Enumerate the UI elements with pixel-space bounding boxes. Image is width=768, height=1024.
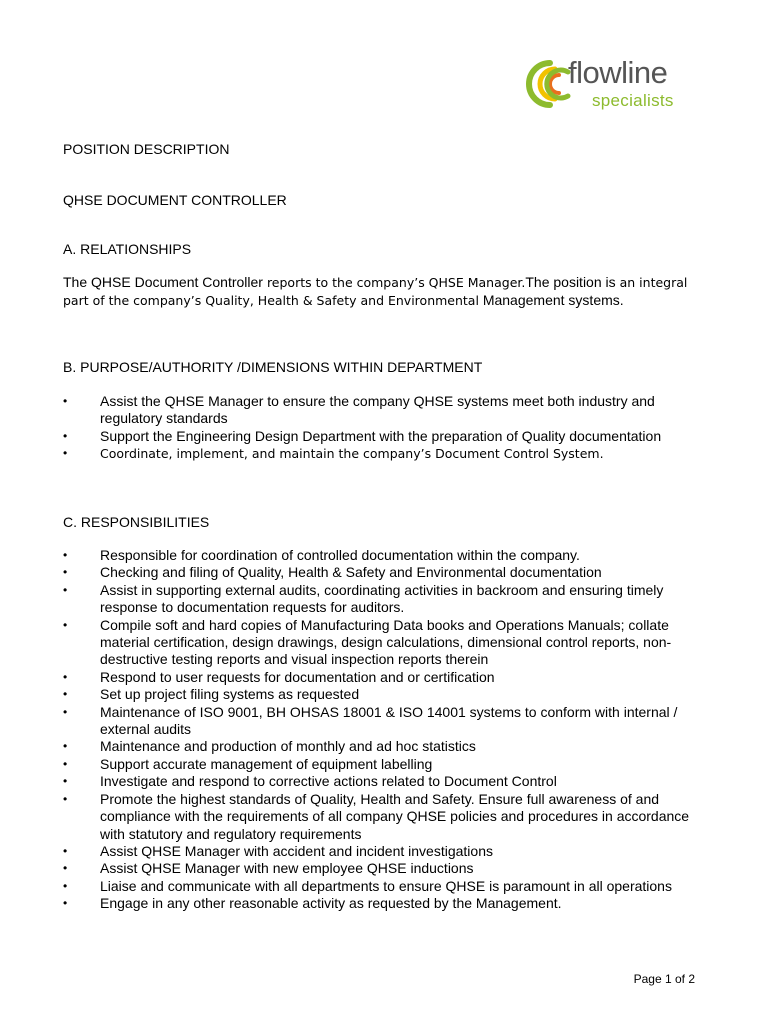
list-item <box>63 773 703 790</box>
bullet-icon: • <box>63 446 68 461</box>
bullet-icon: • <box>63 687 68 702</box>
list-item <box>63 617 703 669</box>
list-item <box>63 428 703 445</box>
bullet-icon: • <box>63 704 68 719</box>
bullet-icon: • <box>63 896 68 911</box>
list-item-text: Assist QHSE Manager with new employee QHSE inductions <box>100 860 474 877</box>
logo-wordmark: flowline <box>568 55 668 90</box>
page-number: Page 1 of 2 <box>633 972 695 986</box>
list-item-text: Responsible for coordination of controlled documentation within the company. <box>100 547 580 563</box>
list-item-text: Compile soft and hard copies of Manufacturing Data books and Operations Manuals; collate material certification, design drawings, design calculations, dimensional control reports, non-destructive testing reports and visual inspection reports therein <box>100 616 672 668</box>
list-item-text: Promote the highest standards of Quality, Health and Safety. Ensure full awareness of and compliance with the requirements of all company QHSE policies and procedures in accordance with statutory and regulatory requirements <box>100 790 690 842</box>
bullet-icon: • <box>63 739 68 754</box>
list-item <box>63 756 703 773</box>
relationships-paragraph <box>63 274 703 309</box>
list-item-text: Assist QHSE Manager with accident and incident investigations <box>100 842 493 859</box>
list-item-text: Assist in supporting external audits, coordinating activities in backroom and ensuring timely response to documentation requests for auditors. <box>100 581 664 616</box>
list-item <box>63 791 703 843</box>
bullet-icon: • <box>63 843 68 858</box>
list-item-text: Coordinate, implement, and maintain the company’s Document Control System. <box>100 446 604 462</box>
company-logo <box>524 56 694 120</box>
list-item-text: Respond to user requests for documentation and or certification <box>100 668 495 685</box>
list-item <box>63 878 703 895</box>
list-item <box>63 860 703 877</box>
list-item <box>63 704 703 739</box>
para-part-5: Management systems. <box>478 291 624 308</box>
bullet-icon: • <box>63 565 68 580</box>
list-item-text: Engage in any other reasonable activity as requested by the Management. <box>100 895 562 912</box>
list-item-text: Maintenance of ISO 9001, BH OHSAS 18001 & ISO 14001 systems to conform with internal / external audits <box>100 703 678 738</box>
list-item-text: Support the Engineering Design Department with the preparation of Quality documentation <box>100 427 662 444</box>
purpose-list <box>63 393 703 463</box>
bullet-icon: • <box>63 617 68 632</box>
list-item <box>63 738 703 755</box>
list-item <box>63 669 703 686</box>
para-part-4: an integral part of the company’s Quality, Health & Safety and Environmental <box>63 275 688 308</box>
list-item-text: Checking and filing of Quality, Health & Safety and Environmental documentation <box>100 564 602 581</box>
list-item <box>63 843 703 860</box>
list-item-text: Liaise and communicate with all departments to ensure QHSE is paramount in all operations <box>100 877 672 894</box>
list-item-text: Support accurate management of equipment labelling <box>100 755 433 772</box>
bullet-icon: • <box>63 669 68 684</box>
bullet-icon: • <box>63 878 68 893</box>
para-part-1: The QHSE Document Controller <box>63 274 263 290</box>
section-c-heading: C. RESPONSIBILITIES <box>63 514 210 530</box>
list-item <box>63 895 703 912</box>
list-item <box>63 582 703 617</box>
list-item-text: Set up project filing systems as requested <box>100 686 360 703</box>
document-title: POSITION DESCRIPTION <box>63 141 230 157</box>
logo-tagline: specialists <box>592 91 674 110</box>
bullet-icon: • <box>63 582 68 597</box>
list-item <box>63 686 703 703</box>
responsibilities-list <box>63 547 703 913</box>
bullet-icon: • <box>63 774 68 789</box>
list-item <box>63 564 703 581</box>
bullet-icon: • <box>63 428 68 443</box>
list-item <box>63 393 703 428</box>
list-item-text: Assist the QHSE Manager to ensure the company QHSE systems meet both industry and regulatory standards <box>100 393 655 427</box>
section-b-heading: B. PURPOSE/AUTHORITY /DIMENSIONS WITHIN DEPARTMENT <box>63 359 483 375</box>
role-title: QHSE DOCUMENT CONTROLLER <box>63 192 287 208</box>
bullet-icon: • <box>63 791 68 806</box>
list-item <box>63 445 703 462</box>
para-part-3: The position is <box>525 274 616 290</box>
bullet-icon: • <box>63 548 68 562</box>
list-item-text: Investigate and respond to corrective actions related to Document Control <box>100 773 557 790</box>
bullet-icon: • <box>63 394 68 408</box>
para-part-2: reports to the company’s QHSE Manager. <box>262 275 526 290</box>
bullet-icon: • <box>63 861 68 876</box>
section-a-heading: A. RELATIONSHIPS <box>63 241 192 257</box>
list-item-text: Maintenance and production of monthly and ad hoc statistics <box>100 738 476 755</box>
list-item <box>63 547 703 564</box>
bullet-icon: • <box>63 756 68 771</box>
